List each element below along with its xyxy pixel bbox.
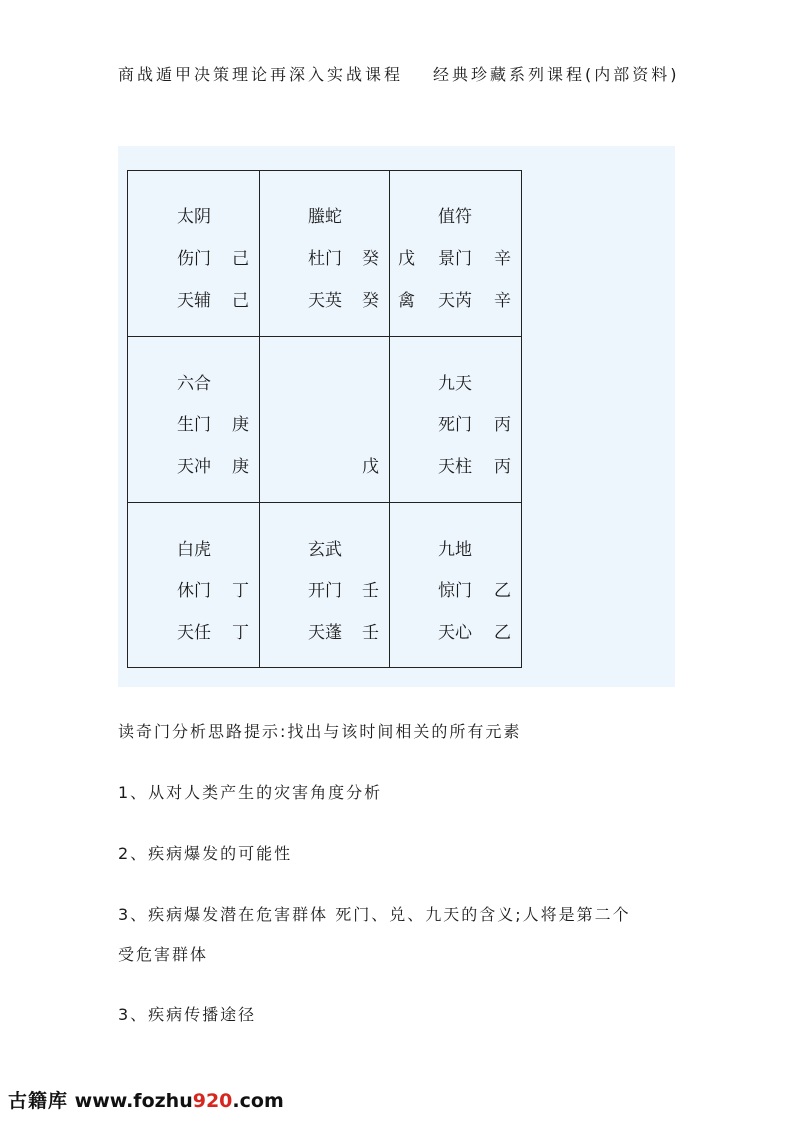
grid-line-right	[521, 170, 522, 667]
palace-9-door-stem: 乙	[494, 581, 511, 601]
palace-6-god: 九天	[438, 374, 472, 394]
palace-3-star: 天芮	[438, 291, 472, 311]
palace-7-door: 休门	[177, 581, 211, 601]
palace-8-star-stem: 壬	[362, 623, 379, 643]
palace-3-god: 值符	[438, 207, 472, 227]
palace-1-door-stem: 己	[232, 249, 249, 269]
palace-8-god: 玄武	[308, 540, 342, 560]
palace-4-door-stem: 庚	[232, 415, 249, 435]
palace-4-star-stem: 庚	[232, 457, 249, 477]
palace-2-god: 螣蛇	[308, 207, 342, 227]
palace-1-door: 伤门	[177, 249, 211, 269]
watermark-url-prefix: www.fozhu	[74, 1090, 193, 1112]
palace-7-door-stem: 丁	[232, 581, 249, 601]
analysis-intro: 读奇门分析思路提示:找出与该时间相关的所有元素	[118, 722, 522, 741]
palace-7-star: 天任	[177, 623, 211, 643]
header-title-right: 经典珍藏系列课程(内部资料)	[433, 65, 680, 84]
palace-4-god: 六合	[177, 374, 211, 394]
palace-3-extra-top: 戊	[398, 249, 415, 269]
palace-4-door: 生门	[177, 415, 211, 435]
analysis-item-1: 1、从对人类产生的灾害角度分析	[118, 783, 383, 802]
site-watermark	[8, 1086, 284, 1113]
palace-7-star-stem: 丁	[232, 623, 249, 643]
palace-9-star: 天心	[438, 623, 472, 643]
grid-line-left	[127, 170, 128, 667]
palace-1-star: 天辅	[177, 291, 211, 311]
palace-3-door: 景门	[438, 249, 472, 269]
grid-line-mid-1	[127, 336, 522, 337]
palace-7-god: 白虎	[177, 540, 211, 560]
analysis-item-4: 3、疾病传播途径	[118, 1005, 257, 1024]
watermark-url-suffix: .com	[232, 1090, 284, 1112]
palace-6-door-stem: 丙	[494, 415, 511, 435]
palace-1-star-stem: 己	[232, 291, 249, 311]
palace-8-star: 天蓬	[308, 623, 342, 643]
palace-6-star: 天柱	[438, 457, 472, 477]
palace-4-star: 天冲	[177, 457, 211, 477]
grid-line-top	[127, 170, 522, 171]
palace-6-door: 死门	[438, 415, 472, 435]
palace-6-star-stem: 丙	[494, 457, 511, 477]
analysis-item-2: 2、疾病爆发的可能性	[118, 844, 293, 863]
palace-2-star: 天英	[308, 291, 342, 311]
header-title-left: 商战遁甲决策理论再深入实战课程	[118, 65, 404, 84]
palace-2-star-stem: 癸	[362, 291, 379, 311]
watermark-url-number: 920	[192, 1090, 233, 1112]
palace-2-door-stem: 癸	[362, 249, 379, 269]
palace-8-door-stem: 壬	[362, 581, 379, 601]
analysis-item-3-line-1: 3、疾病爆发潜在危害群体 死门、兑、九天的含义;人将是第二个	[118, 905, 631, 924]
page-header	[118, 62, 758, 85]
palace-5-star-stem: 戊	[362, 457, 379, 477]
palace-3-star-stem: 辛	[494, 291, 511, 311]
grid-line-col-2	[389, 170, 390, 667]
analysis-item-3-line-2: 受危害群体	[118, 945, 209, 964]
watermark-site-name: 古籍库	[8, 1090, 69, 1112]
palace-8-door: 开门	[308, 581, 342, 601]
palace-3-door-stem: 辛	[494, 249, 511, 269]
grid-line-bottom	[127, 667, 522, 668]
palace-1-god: 太阴	[177, 207, 211, 227]
palace-3-extra-bottom: 禽	[398, 291, 415, 311]
palace-2-door: 杜门	[308, 249, 342, 269]
grid-line-mid-2	[127, 502, 522, 503]
palace-9-door: 惊门	[438, 581, 472, 601]
grid-line-col-1	[259, 170, 260, 667]
palace-9-star-stem: 乙	[494, 623, 511, 643]
palace-9-god: 九地	[438, 540, 472, 560]
